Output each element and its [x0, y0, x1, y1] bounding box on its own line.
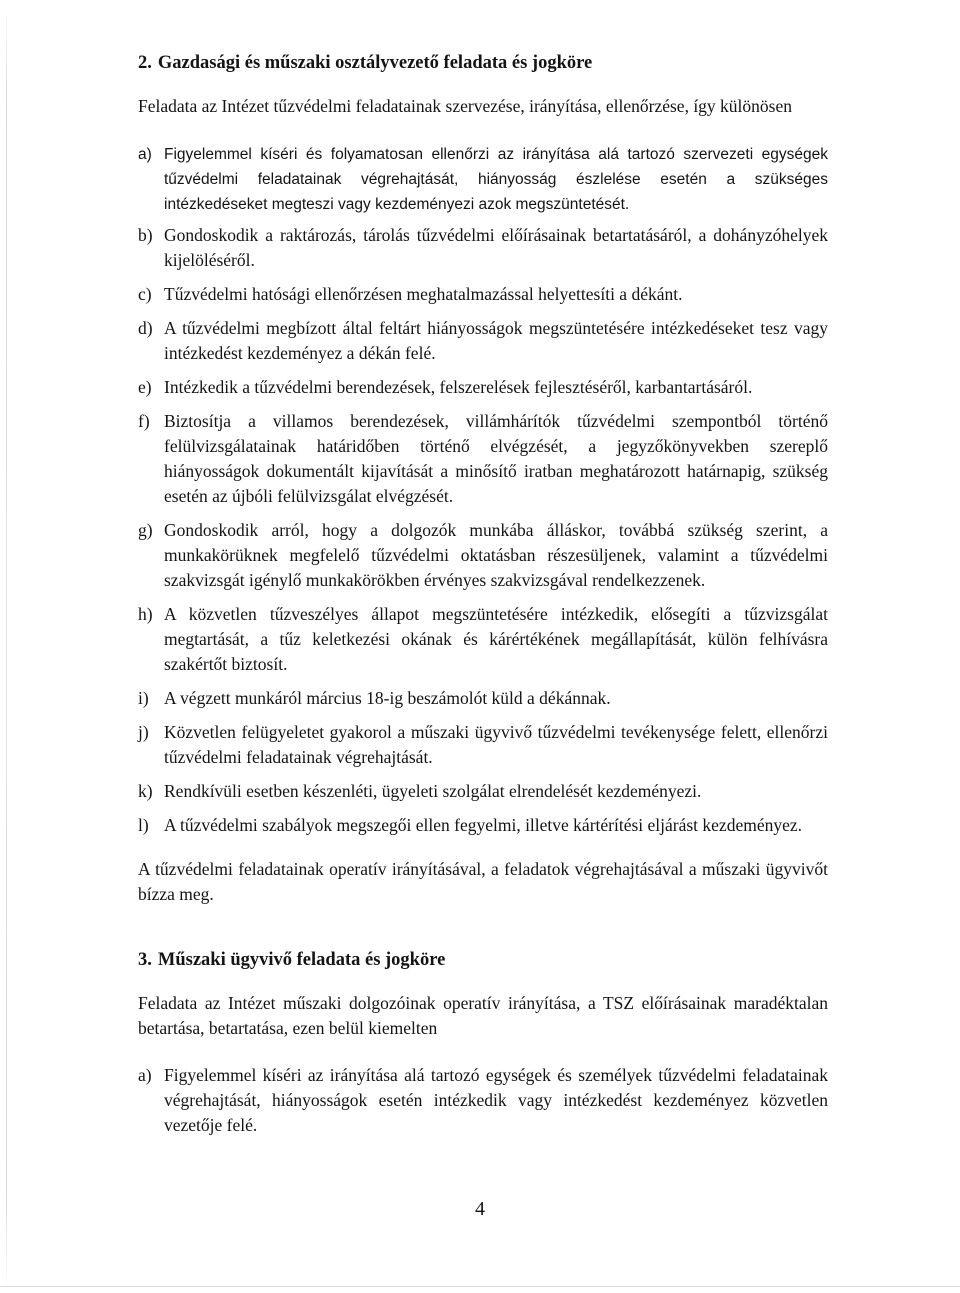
- list-item-c: [138, 282, 828, 307]
- page-number: 4: [475, 1198, 485, 1220]
- section-2-number: 2.: [138, 53, 152, 73]
- section-3-title: Műszaki ügyvivő feladata és jogköre: [157, 950, 446, 970]
- section-3-number: 3.: [138, 950, 152, 970]
- section-2-closing: A tűzvédelmi feladatainak operatív irányításával, a feladatok végrehajtásával a műszaki ügyvivőt bízza meg.: [138, 859, 828, 904]
- list-item-e: [138, 375, 828, 400]
- list-item-label: d): [138, 318, 153, 338]
- list-item-a: [138, 1063, 828, 1138]
- scan-edge-bottom: [0, 1286, 960, 1287]
- list-item-text: A tűzvédelmi megbízott által feltárt hiányosságok megszüntetésére intézkedéseket tesz vagy intézkedést kezdeményez a dékán felé.: [164, 318, 828, 363]
- list-item-text: A végzett munkáról március 18-ig beszámolót küld a dékánnak.: [164, 688, 611, 708]
- list-item-text: Figyelemmel kíséri az irányítása alá tartozó egységek és személyek tűzvédelmi feladatainak végrehajtását, hiányosságok esetén intézkedik vagy intézkedést kezdeményez közvetlen vezetője felé.: [164, 1065, 828, 1135]
- list-item-text: Biztosítja a villamos berendezések, villámhárítók tűzvédelmi szempontból történő felülvizsgálatainak határidőben történő elvégzését, a jegyzőkönyvekben szereplő hiányosságok dokumentált kijavítását a minősítő iratban meghatározott határnapig, szükség esetén az újbóli felülvizsgálat elvégzését.: [164, 411, 828, 506]
- list-item-a: [138, 142, 828, 217]
- list-item-label: h): [138, 604, 153, 624]
- list-item-i: [138, 686, 828, 711]
- list-item-label: e): [138, 377, 152, 397]
- list-item-text: Közvetlen felügyeletet gyakorol a műszaki ügyvivő tűzvédelmi tevékenysége felett, ellenőrzi tűzvédelmi feladatainak végrehajtását.: [164, 722, 828, 767]
- list-item-text: A közvetlen tűzveszélyes állapot megszüntetésére intézkedik, elősegíti a tűzvizsgálat megtartását, a tűz keletkezési okának és kárértékének megállapítását, külön felhívásra szakértőt biztosít.: [164, 604, 828, 674]
- scan-edge-left: [6, 0, 7, 1293]
- document-page: [138, 50, 828, 1138]
- list-item-text: Figyelemmel kíséri és folyamatosan ellenőrzi az irányítása alá tartozó szervezeti egységek tűzvédelmi feladatainak végrehajtását, hiányosság észlelése esetén a szükséges intézkedéseket megteszi vagy kezdeményezi azok megszüntetését.: [164, 146, 828, 213]
- list-item-label: a): [138, 146, 152, 163]
- list-item-text: Intézkedik a tűzvédelmi berendezések, felszerelések fejlesztéséről, karbantartásáról.: [164, 377, 753, 397]
- section-2-title: Gazdasági és műszaki osztályvezető feladata és jogköre: [157, 53, 593, 73]
- list-item-label: j): [138, 722, 149, 742]
- section-3-heading: [138, 947, 828, 973]
- list-item-text: Tűzvédelmi hatósági ellenőrzésen meghatalmazással helyettesíti a dékánt.: [164, 284, 683, 304]
- list-item-g: [138, 518, 828, 593]
- list-item-j: [138, 720, 828, 770]
- list-item-f: [138, 409, 828, 509]
- list-item-label: b): [138, 225, 153, 245]
- section-2-heading: [138, 50, 828, 76]
- list-item-label: k): [138, 781, 153, 801]
- list-item-label: f): [138, 411, 150, 431]
- section-3-intro: Feladata az Intézet műszaki dolgozóinak operatív irányítása, a TSZ előírásainak maradéktalan betartása, betartatása, ezen belül kiemelten: [138, 993, 828, 1038]
- list-item-label: c): [138, 284, 152, 304]
- list-item-d: [138, 316, 828, 366]
- list-item-b: [138, 223, 828, 273]
- list-item-label: l): [138, 815, 149, 835]
- list-item-text: Rendkívüli esetben készenléti, ügyeleti szolgálat elrendelését kezdeményezi.: [164, 781, 702, 801]
- section-2-intro: Feladata az Intézet tűzvédelmi feladatainak szervezése, irányítása, ellenőrzése, így különösen: [138, 96, 792, 116]
- list-item-label: g): [138, 520, 153, 540]
- list-item-text: Gondoskodik arról, hogy a dolgozók munkába álláskor, továbbá szükség szerint, a munkakörüknek megfelelő tűzvédelmi oktatásban részesüljenek, valamint a tűzvédelmi szakvizsgát igénylő munkakörökben érvényes szakvizsgával rendelkezzenek.: [164, 520, 828, 590]
- list-item-text: Gondoskodik a raktározás, tárolás tűzvédelmi előírásainak betartatásáról, a dohányzóhelyek kijelöléséről.: [164, 225, 828, 270]
- list-item-l: [138, 813, 828, 838]
- list-item-k: [138, 779, 828, 804]
- list-item-label: a): [138, 1065, 152, 1085]
- section-3-list: [138, 1063, 828, 1138]
- list-item-text: A tűzvédelmi szabályok megszegői ellen fegyelmi, illetve kártérítési eljárást kezdeményez.: [164, 815, 803, 835]
- list-item-h: [138, 602, 828, 677]
- section-2-list: [138, 142, 828, 838]
- list-item-label: i): [138, 688, 149, 708]
